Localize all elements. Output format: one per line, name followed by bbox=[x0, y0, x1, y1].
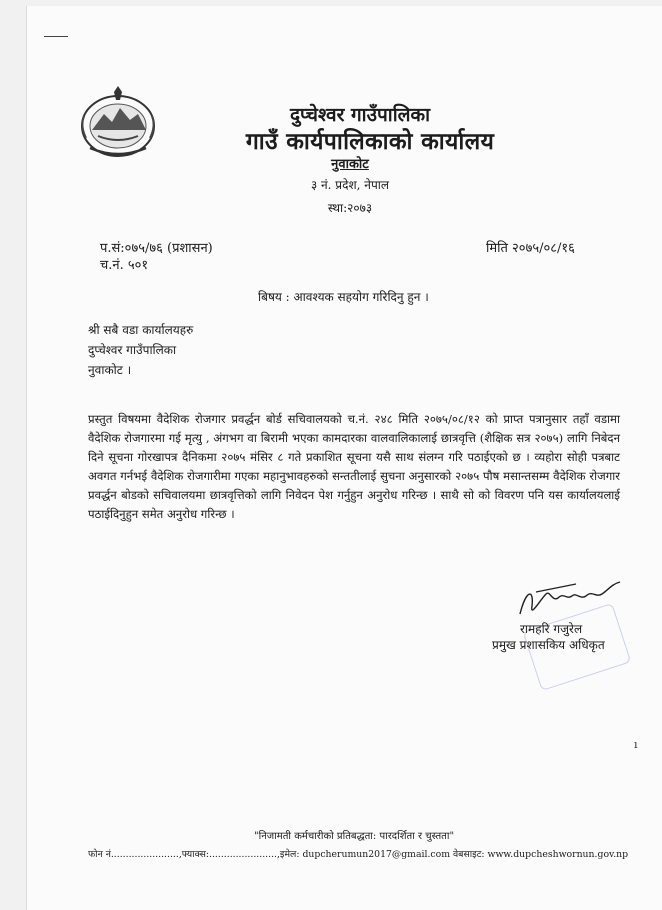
recipient-line: नुवाकोट । bbox=[88, 363, 132, 377]
recipient-address bbox=[88, 320, 193, 380]
municipality-name: दुप्चेश्वर गाउँपालिका bbox=[289, 104, 431, 126]
letter-body: प्रस्तुत विषयमा वैदेशिक रोजगार प्रवर्द्धन बोर्ड सचिवालयको च.नं. २४८ मिति २०७५/०८/१२ को प्राप्त पत्रानुसार तहाँ वडामा वैदेशिक रोजगारमा गई मृत्यु , अंगभग वा बिरामी भएका कामदारका वालवालिकालाई छात्रवृत्ति (शैक्षिक सत्र २०७५) लागि निबेदन दिने सूचना गोरखापत्र दैनिकमा २०७५ मंसिर ८ गते प्रकाशित सूचना यसै साथ संलग्न गरि पठाईएको छ । व्यहोरा सोही पत्रबाट अवगत गर्नभई वैदेशिक रोजगारीमा गएका महानुभावहरुको सन्ततीलाई सुचना अनुसारको २०७५ पौष मसान्तसम्म वैदेशिक रोजगार प्रवर्द्धन बोडको सचिवालयमा छात्रवृत्तिको लागि निवेदन पेश गर्नुहुन अनुरोध गरिन्छ । साथै सो को विवरण पनि यस कार्यालयलाई पठाईदिनुहुन समेत अनुरोध गरिन्छ । bbox=[88, 412, 620, 521]
dispatch-number: च.नं. ५०१ bbox=[100, 258, 149, 273]
contact-line: फोन नं.......................,फ्याक्स:.......................,इमेल: dupcherumun2017@gmail.com वेबसाइट: www.dupcheshwornun.gov.np bbox=[88, 849, 629, 860]
corner-mark bbox=[44, 36, 68, 37]
office-name: गाउँ कार्यपालिकाको कार्यालय bbox=[245, 128, 495, 155]
letter-date: मिति २०७५/०८/१६ bbox=[486, 241, 575, 256]
nepal-emblem-icon bbox=[76, 86, 160, 162]
recipient-line: दुप्चेश्वर गाउँपालिका bbox=[88, 343, 177, 357]
district-name: नुवाकोट bbox=[331, 157, 369, 172]
office-motto: "निजामती कर्मचारीको प्रतिबद्धता: पारदर्शिता र चुस्तता" bbox=[254, 831, 455, 842]
province-name: ३ नं. प्रदेश, नेपाल bbox=[310, 178, 390, 192]
letter-subject: बिषय : आवश्यक सहयोग गरिदिनु हुन । bbox=[258, 290, 429, 304]
margin-mark: ı bbox=[634, 738, 638, 751]
recipient-line: श्री सबै वडा कार्यालयहरु bbox=[88, 323, 194, 337]
reference-number: प.सं:०७५/७६ (प्रशासन) bbox=[100, 241, 213, 256]
signatory-title: प्रमुख प्रशासकिय अधिकृत bbox=[492, 638, 605, 652]
signatory-name: रामहरि गजुरेल bbox=[520, 622, 583, 636]
established-year: स्था:२०७३ bbox=[327, 201, 373, 215]
